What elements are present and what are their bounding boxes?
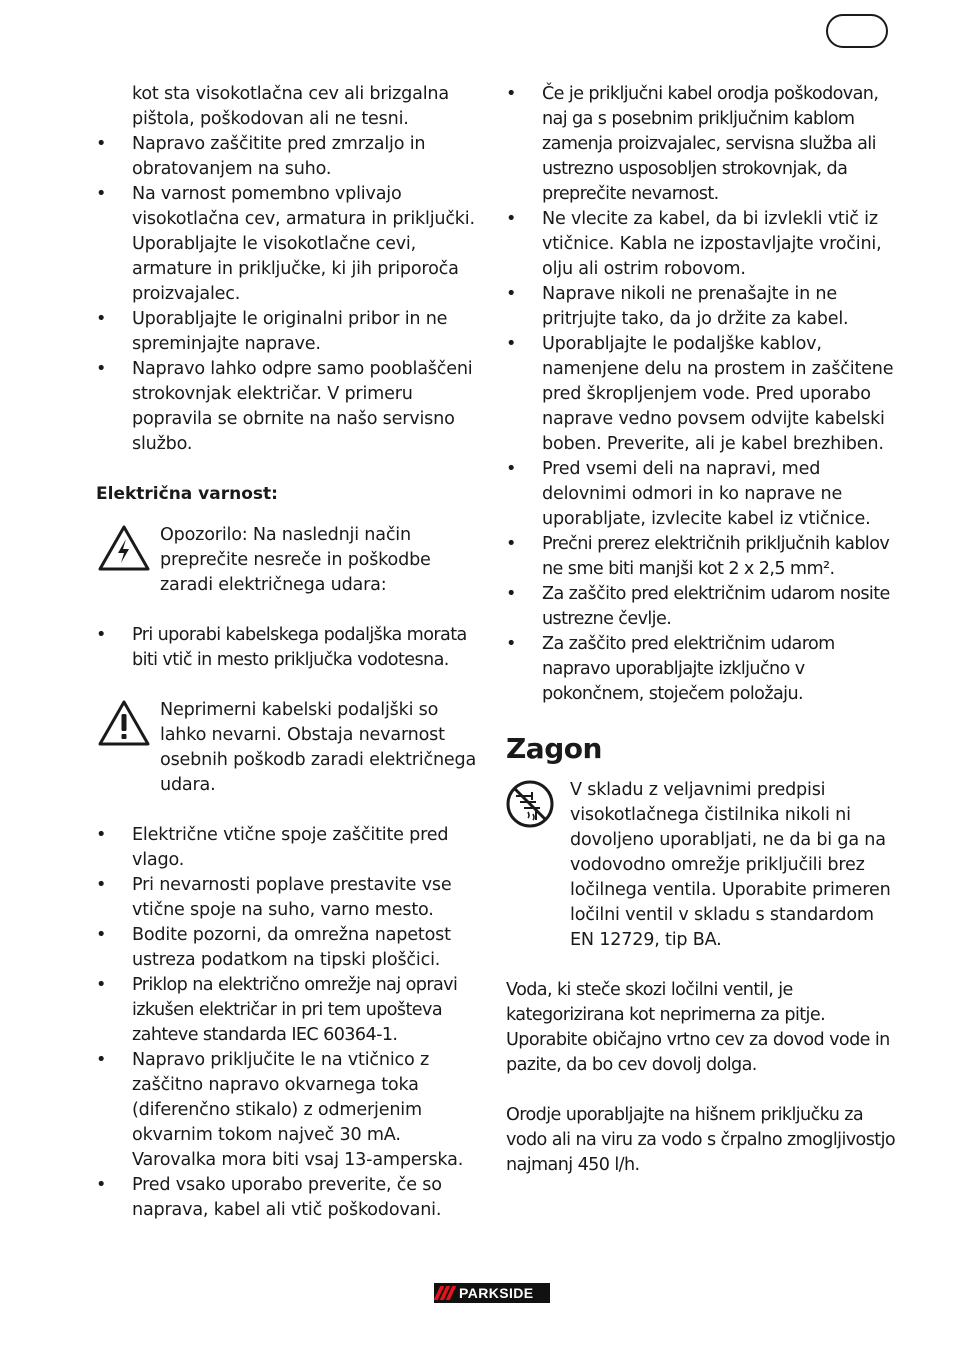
bullet-list-general: [96, 132, 480, 457]
left-column: [96, 82, 480, 1223]
bullet-list-cable: [506, 82, 898, 707]
notice-water-connection: [506, 778, 898, 953]
list-item: • Naprave nikoli ne prenašajte in ne pritrjujte tako, da jo držite za kabel.: [506, 282, 898, 332]
list-item: • Uporabljajte le originalni pribor in ne spreminjajte naprave.: [96, 307, 480, 357]
water-supply-text: Orodje uporabljajte na hišnem priključku za vodo ali na viru za vodo s črpalno zmogljivostjo najmanj 450 l/h.: [506, 1105, 896, 1175]
list-item: • Za zaščito pred električnim udarom napravo uporabljajte izključno v pokončnem, stoječem položaju.: [506, 632, 898, 707]
warning-text: Opozorilo: Na naslednji način preprečite nesreče in poškodbe zaradi električnega udara:: [160, 525, 431, 595]
list-item: • Pri nevarnosti poplave prestavite vse vtične spoje na suho, varno mesto.: [96, 873, 480, 923]
section-heading-electrical: Električna varnost:: [96, 484, 278, 504]
right-column: [506, 82, 898, 1178]
electric-hazard-icon: [96, 523, 152, 573]
list-item: • Napravo priključite le na vtičnico z zaščitno napravo okvarnega toka (diferenčno stikalo) z odmerjenim okvarnim tokom največ 30 mA. Varovalka mora biti vsaj 13-amperska.: [96, 1048, 480, 1173]
logo-stripes: [434, 1283, 455, 1303]
bullet-list-extension: [96, 623, 480, 673]
list-item: • Uporabljajte le podaljške kablov, namenjene delu na prostem in zaščitene pred škropljenjem vode. Pred uporabo naprave vedno povsem odvijte kabelski boben. Preverite, ali je kabel brezhiben.: [506, 332, 898, 457]
list-item: • Če je priključni kabel orodja poškodovan, naj ga s posebnim priključnim kablom zamenja proizvajalec, servisna služba ali ustrezno usposobljen strokovnjak, da preprečite nevarnost.: [506, 82, 898, 207]
brand-name: PARKSIDE: [459, 1285, 534, 1301]
water-category-text: Voda, ki steče skozi ločilni ventil, je kategorizirana kot neprimerna za pitje. Uporabite običajno vrtno cev za dovod vode in pazite, da bo cev dovolj dolga.: [506, 980, 890, 1075]
list-item: • Električne vtične spoje zaščitite pred vlago.: [96, 823, 480, 873]
list-item: • Bodite pozorni, da omrežna napetost ustreza podatkom na tipski ploščici.: [96, 923, 480, 973]
warning-exclamation-icon: [96, 698, 152, 748]
section-heading-startup: Zagon: [506, 732, 602, 765]
warning-extension: [96, 698, 480, 798]
no-direct-water-connection-icon: [506, 778, 562, 830]
intro-text: kot sta visokotlačna cev ali brizgalna pištola, poškodovan ali ne tesni.: [132, 84, 449, 129]
notice-text: V skladu z veljavnimi predpisi visokotlačnega čistilnika nikoli ni dovoljeno uporabljati, ne da bi ga na vodovodno omrežje priključili brez ločilnega ventila. Uporabite primeren ločilni ventil v skladu s standardom EN 12729, tip BA.: [570, 780, 891, 950]
bullet-list-electrical: [96, 823, 480, 1223]
list-item: • Prečni prerez električnih priključnih kablov ne sme biti manjši kot 2 x 2,5 mm².: [506, 532, 898, 582]
list-item: • Priklop na električno omrežje naj opravi izkušen električar in pri tem upošteva zahteve standarda IEC 60364-1.: [96, 973, 480, 1048]
list-item: • Pred vsako uporabo preverite, če so naprava, kabel ali vtič poškodovani.: [96, 1173, 480, 1223]
warning-text: Neprimerni kabelski podaljški so lahko nevarni. Obstaja nevarnost osebnih poškodb zaradi električnega udara.: [160, 700, 477, 795]
list-item: • Za zaščito pred električnim udarom nosite ustrezne čevlje.: [506, 582, 898, 632]
list-item: • Ne vlecite za kabel, da bi izvlekli vtič iz vtičnice. Kabla ne izpostavljajte vročini, olju ali ostrim robovom.: [506, 207, 898, 282]
list-item: • Pri uporabi kabelskega podaljška morata biti vtič in mesto priključka vodotesna.: [96, 623, 480, 673]
parkside-logo: [434, 1283, 550, 1303]
warning-electric: [96, 523, 480, 598]
language-badge: [826, 14, 888, 48]
list-item: • Na varnost pomembno vplivajo visokotlačna cev, armatura in priključki. Uporabljajte le visokotlačne cevi, armature in priključke, ki jih priporoča proizvajalec.: [96, 182, 480, 307]
list-item: • Pred vsemi deli na napravi, med delovnimi odmori in ko naprave ne uporabljate, izvlecite kabel iz vtičnice.: [506, 457, 898, 532]
list-item: • Napravo zaščitite pred zmrzaljo in obratovanjem na suho.: [96, 132, 480, 182]
list-item: • Napravo lahko odpre samo pooblaščeni strokovnjak električar. V primeru popravila se obrnite na našo servisno službo.: [96, 357, 480, 457]
